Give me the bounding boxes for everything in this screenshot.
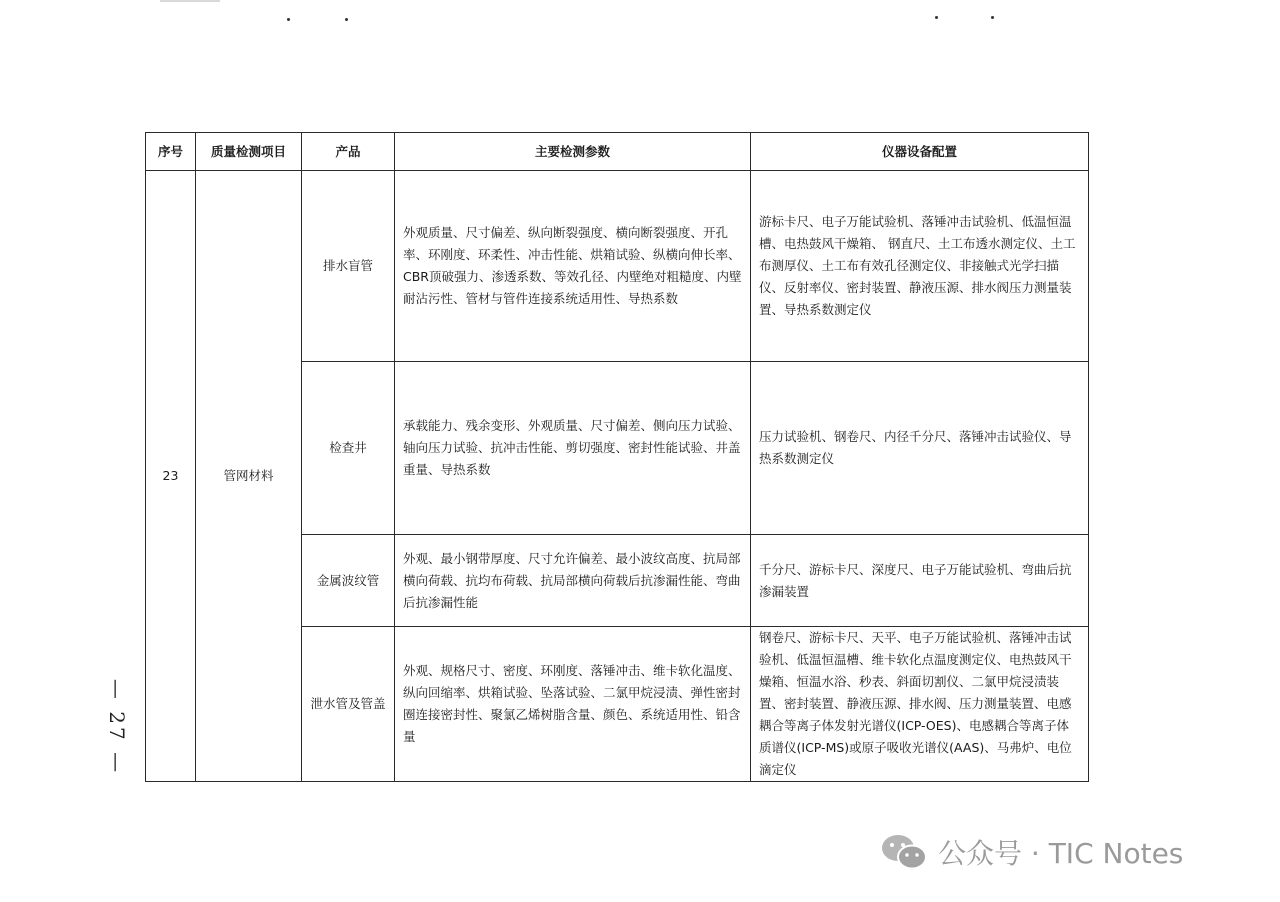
params-cell: 承载能力、残余变形、外观质量、尺寸偏差、侧向压力试验、轴向压力试验、抗冲击性能、剪切强度、密封性能试验、井盖重量、导热系数 — [395, 362, 751, 535]
equipment-cell: 千分尺、游标卡尺、深度尺、电子万能试验机、弯曲后抗渗漏装置 — [751, 535, 1089, 627]
wechat-icon — [880, 833, 928, 871]
inspection-spec-table — [145, 132, 1089, 782]
header-serial: 序号 — [146, 133, 196, 171]
equipment-cell: 压力试验机、钢卷尺、内径千分尺、落锤冲击试验仪、导热系数测定仪 — [751, 362, 1089, 535]
params-cell: 外观、规格尺寸、密度、环刚度、落锤冲击、维卡软化温度、纵向回缩率、烘箱试验、坠落试验、二氯甲烷浸渍、弹性密封圈连接密封性、聚氯乙烯树脂含量、颜色、系统适用性、铅含量 — [395, 627, 751, 782]
params-cell: 外观、最小钢带厚度、尺寸允许偏差、最小波纹高度、抗局部横向荷载、抗均布荷载、抗局部横向荷载后抗渗漏性能、弯曲后抗渗漏性能 — [395, 535, 751, 627]
table-row — [146, 171, 1089, 362]
scan-speck — [935, 16, 938, 19]
product-cell: 泄水管及管盖 — [302, 627, 395, 782]
product-cell: 检查井 — [302, 362, 395, 535]
scan-speck — [287, 18, 290, 21]
product-cell: 排水盲管 — [302, 171, 395, 362]
product-cell: 金属波纹管 — [302, 535, 395, 627]
header-main-params: 主要检测参数 — [395, 133, 751, 171]
watermark-text: 公众号 · TIC Notes — [938, 837, 1184, 870]
scan-edge-mark — [160, 0, 220, 2]
header-equipment: 仪器设备配置 — [751, 133, 1089, 171]
header-inspection-item: 质量检测项目 — [196, 133, 302, 171]
params-cell: 外观质量、尺寸偏差、纵向断裂强度、横向断裂强度、开孔率、环刚度、环柔性、冲击性能、烘箱试验、纵横向伸长率、CBR顶破强力、渗透系数、等效孔径、内壁绝对粗糙度、内壁耐沾污性、管材与管件连接系统适用性、导热系数 — [395, 171, 751, 362]
scan-speck — [345, 18, 348, 21]
header-product: 产品 — [302, 133, 395, 171]
serial-cell: 23 — [146, 171, 196, 782]
inspection-item-cell: 管网材料 — [196, 171, 302, 782]
watermark — [880, 832, 1183, 872]
table-header-row — [146, 133, 1089, 171]
page-number: — 27 — — [105, 678, 129, 776]
equipment-cell: 钢卷尺、游标卡尺、天平、电子万能试验机、落锤冲击试验机、低温恒温槽、维卡软化点温度测定仪、电热鼓风干燥箱、恒温水浴、秒表、斜面切割仪、二氯甲烷浸渍装置、密封装置、静液压源、排水阀、压力测量装置、电感耦合等离子体发射光谱仪(ICP-OES)、电感耦合等离子体质谱仪(ICP-MS)或原子吸收光谱仪(AAS)、马弗炉、电位滴定仪 — [751, 627, 1089, 782]
scan-speck — [991, 16, 994, 19]
equipment-cell: 游标卡尺、电子万能试验机、落锤冲击试验机、低温恒温槽、电热鼓风干燥箱、 钢直尺、土工布透水测定仪、土工布测厚仪、土工布有效孔径测定仪、非接触式光学扫描仪、反射率仪、密封装置、静液压源、排水阀压力测量装置、导热系数测定仪 — [751, 171, 1089, 362]
